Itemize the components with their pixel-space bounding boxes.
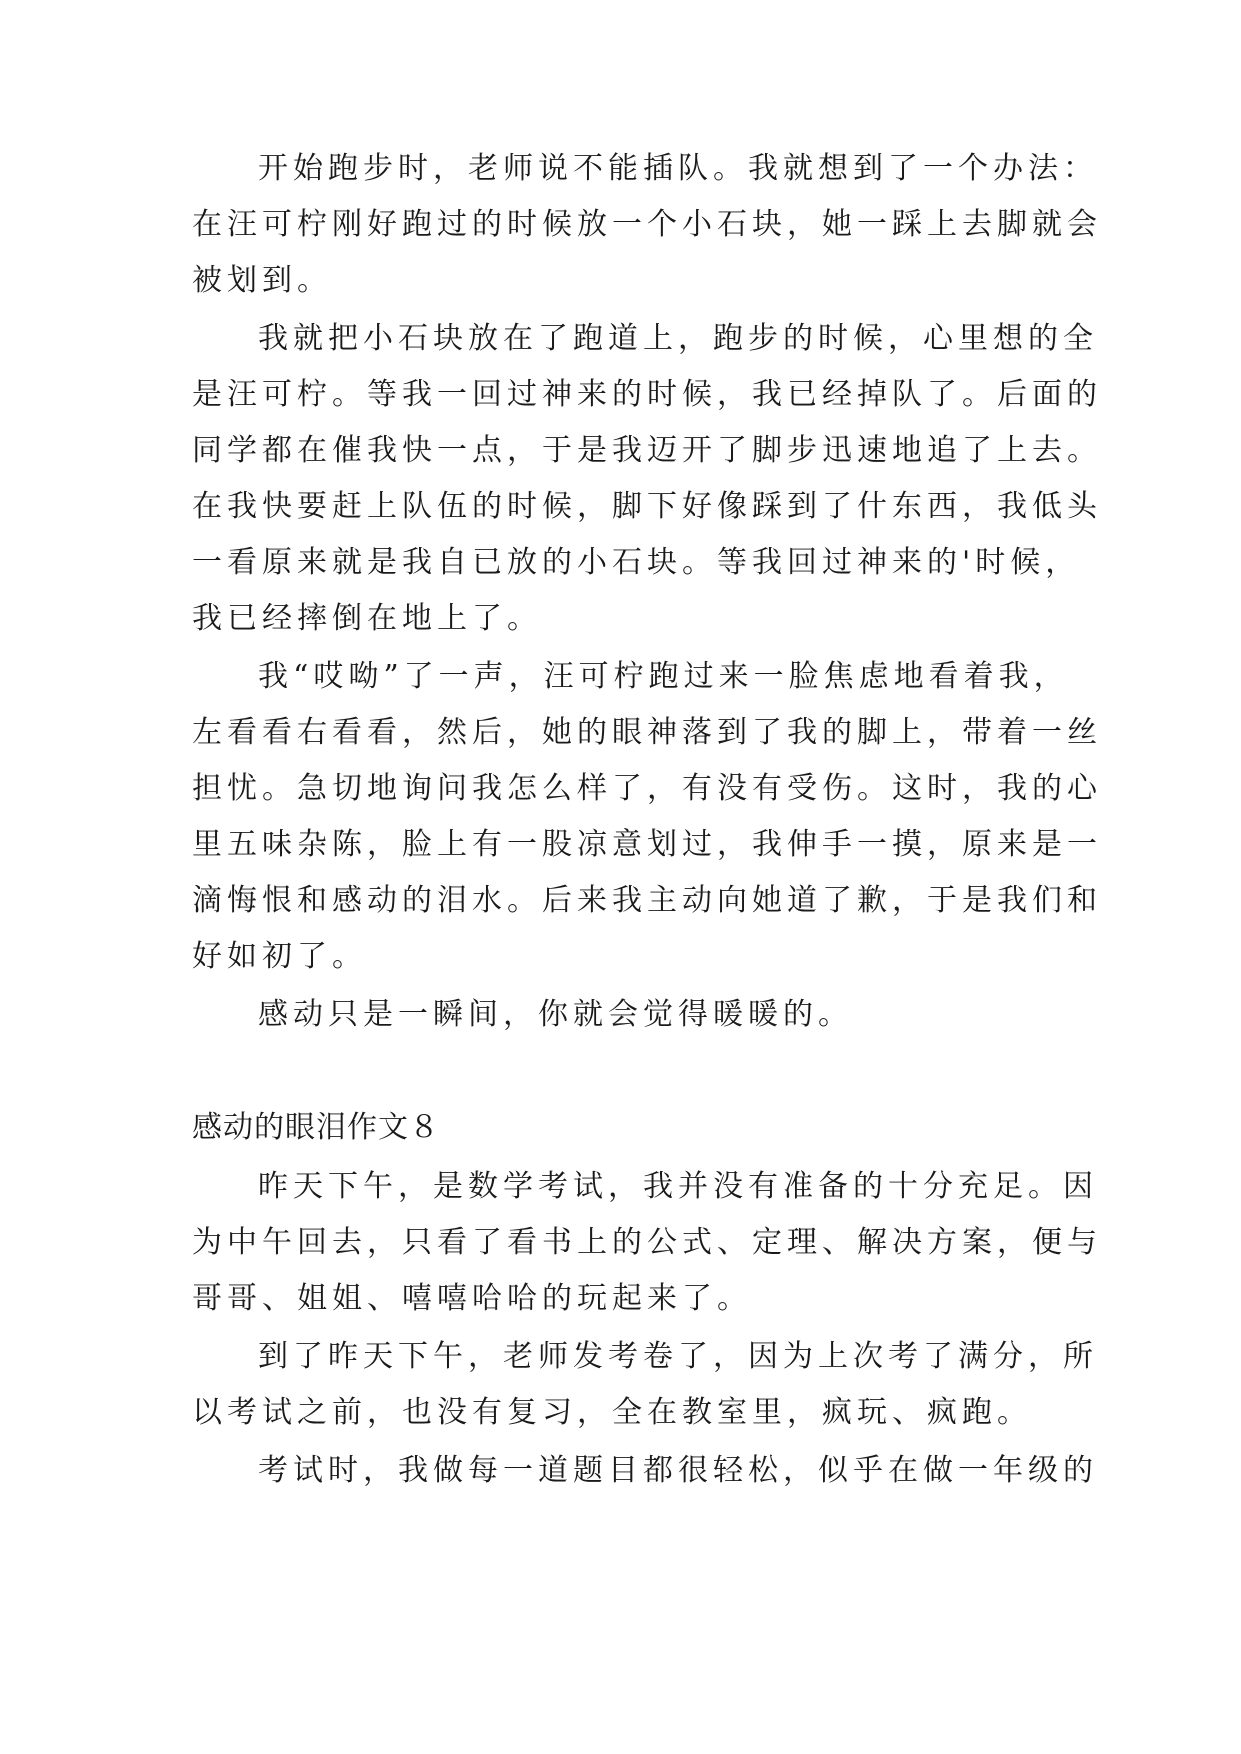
paragraph-line: 滴悔恨和感动的泪水。后来我主动向她道了歉，于是我们和 [192,883,1102,918]
paragraph-line: 左看看右看看，然后，她的眼神落到了我的脚上，带着一丝 [192,715,1102,750]
paragraph-line: 里五味杂陈，脸上有一股凉意划过，我伸手一摸，原来是一 [192,827,1102,862]
paragraph-line: 是汪可柠。等我一回过神来的时候，我已经掉队了。后面的 [192,377,1102,412]
paragraph-line: 开始跑步时，老师说不能插队。我就想到了一个办法： [258,151,1098,186]
paragraph-line: 到了昨天下午，老师发考卷了，因为上次考了满分，所 [258,1339,1098,1374]
paragraph-line: 被划到。 [192,263,332,298]
paragraph-line: 感动只是一瞬间，你就会觉得暖暖的。 [258,997,853,1032]
paragraph-line: 昨天下午，是数学考试，我并没有准备的十分充足。因 [258,1169,1098,1204]
paragraph-line: 考试时，我做每一道题目都很轻松，似乎在做一年级的 [258,1453,1098,1488]
section-title: 感动的眼泪作文８ [192,1110,440,1145]
paragraph-line: 在汪可柠刚好跑过的时候放一个小石块，她一踩上去脚就会 [192,207,1102,242]
paragraph-line: 同学都在催我快一点，于是我迈开了脚步迅速地追了上去。 [192,433,1102,468]
paragraph-line: 在我快要赶上队伍的时候，脚下好像踩到了什东西，我低头 [192,489,1102,524]
paragraph-line: 一看原来就是我自已放的小石块。等我回过神来的'时候， [192,545,1081,580]
paragraph-line: 我“哎呦”了一声，汪可柠跑过来一脸焦虑地看着我， [258,659,1069,694]
paragraph-line: 我已经摔倒在地上了。 [192,601,542,636]
paragraph-line: 担忧。急切地询问我怎么样了，有没有受伤。这时，我的心 [192,771,1102,806]
paragraph-line: 我就把小石块放在了跑道上，跑步的时候，心里想的全 [258,321,1098,356]
paragraph-line: 以考试之前，也没有复习，全在教室里，疯玩、疯跑。 [192,1395,1032,1430]
paragraph-line: 哥哥、姐姐、嘻嘻哈哈的玩起来了。 [192,1281,752,1316]
paragraph-line: 为中午回去，只看了看书上的公式、定理、解决方案，便与 [192,1225,1102,1260]
paragraph-line: 好如初了。 [192,939,367,974]
